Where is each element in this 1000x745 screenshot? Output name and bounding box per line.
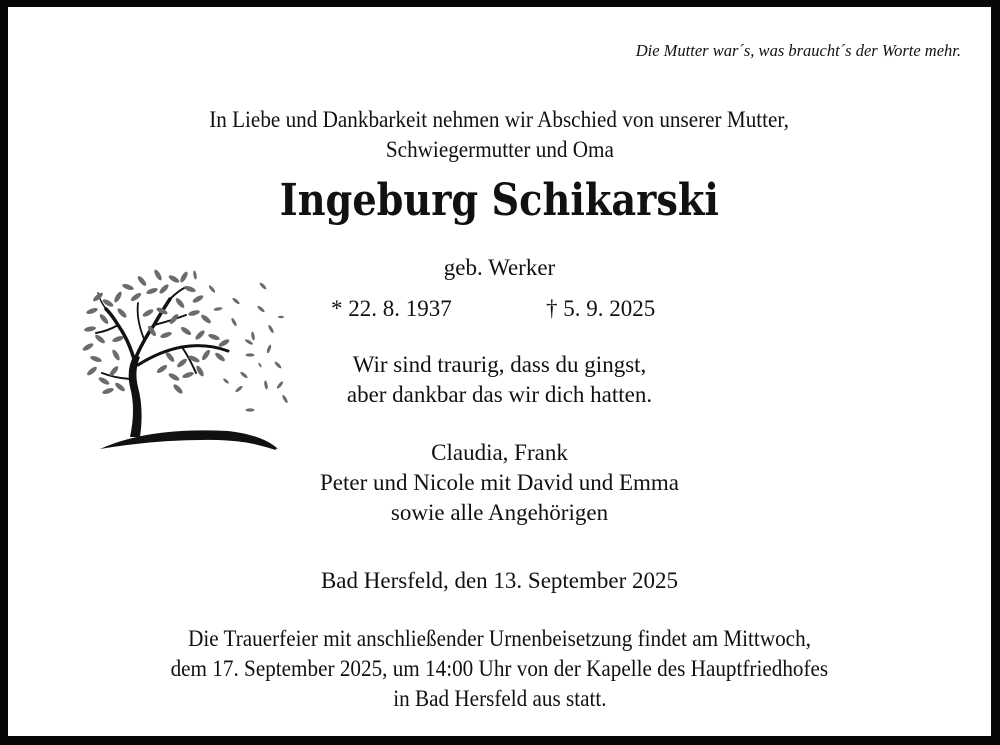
verse-line-2: aber dankbar das wir dich hatten. bbox=[346, 382, 653, 407]
motto-quote: Die Mutter war´s, was braucht´s der Worte mehr. bbox=[635, 41, 961, 60]
place-and-date: Bad Hersfeld, den 13. September 2025 bbox=[320, 568, 679, 593]
mourners-line-2: Peter und Nicole mit David und Emma bbox=[320, 470, 679, 495]
mourners-line-3: sowie alle Angehörigen bbox=[390, 500, 609, 525]
death-date: † 5. 9. 2025 bbox=[546, 296, 656, 321]
deceased-name: Ingeburg Schikarski bbox=[279, 175, 720, 226]
obituary-notice bbox=[8, 7, 991, 736]
ceremony-line-2: dem 17. September 2025, um 14:00 Uhr von der Kapelle des Hauptfriedhofes bbox=[170, 656, 829, 681]
tree-with-falling-leaves-icon bbox=[78, 259, 298, 455]
intro-line-1: In Liebe und Dankbarkeit nehmen wir Abschied von unserer Mutter, bbox=[209, 107, 790, 132]
ceremony-line-3: in Bad Hersfeld aus statt. bbox=[392, 686, 607, 711]
mourners-line-1: Claudia, Frank bbox=[431, 440, 568, 465]
birth-date: * 22. 8. 1937 bbox=[331, 296, 452, 321]
maiden-name: geb. Werker bbox=[443, 255, 556, 280]
ceremony-line-1: Die Trauerfeier mit anschließender Urnenbeisetzung findet am Mittwoch, bbox=[188, 626, 811, 651]
verse-line-1: Wir sind traurig, dass du gingst, bbox=[352, 352, 647, 377]
intro-line-2: Schwiegermutter und Oma bbox=[385, 137, 614, 162]
